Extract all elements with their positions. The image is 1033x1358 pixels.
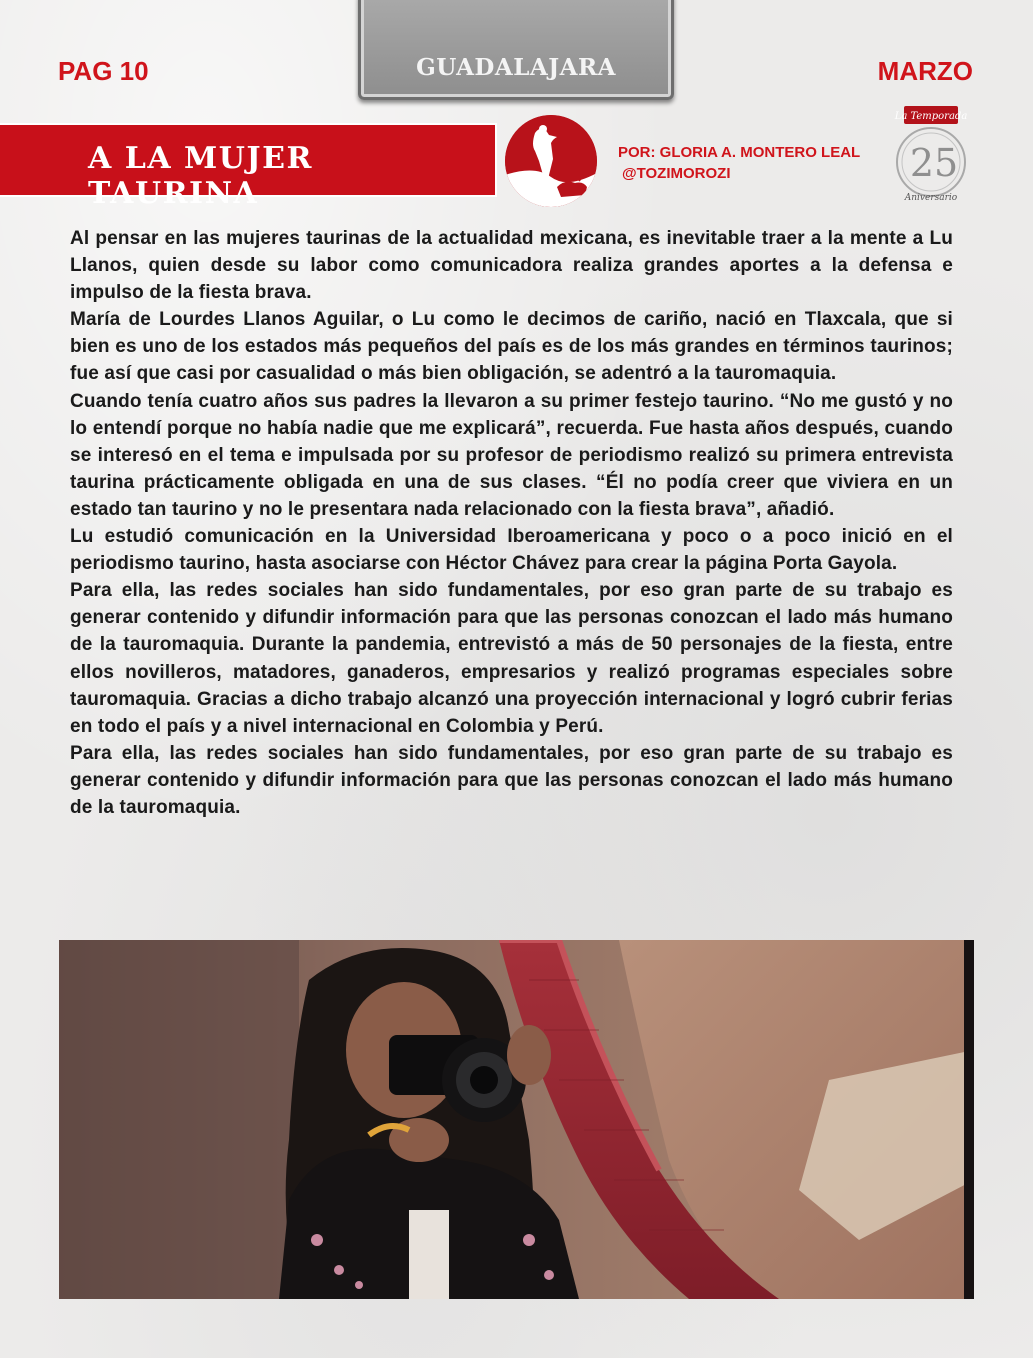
article-paragraph: María de Lourdes Llanos Aguilar, o Lu como le decimos de cariño, nació en Tlaxcala, que si bien es uno de los estados más pequeños del país es de los más grandes en términos taurinos; fue así que casi por casualidad o más bien obligación, se adentró a la tauromaquia. — [70, 309, 953, 385]
byline — [618, 142, 860, 184]
section-title: A LA MUJER TAURINA — [88, 141, 313, 211]
article-paragraph: Para ella, las redes sociales han sido fundamentales, por eso gran parte de su trabajo es generar contenido y difundir información para que las personas conozcan el lado más humano de la tauromaquia. Durante la pandemia, entrevistó a más de 50 personajes de la fiesta, entre ellos novilleros, matadores, ganaderos, empresarios y realizó programas especiales sobre tauromaquia. Gracias a dicho trabajo alcanzó una proyección internacional y logró cubrir ferias en todo el país y a nivel internacional en Colombia y Perú. — [70, 580, 953, 737]
article-paragraph: Lu estudió comunicación en la Universidad Iberoamericana y poco o a poco inició en el periodismo taurino, hasta asociarse con Héctor Chávez para crear la página Porta Gayola. — [70, 526, 953, 575]
bullfighter-emblem-icon — [505, 115, 597, 207]
article-paragraph: Al pensar en las mujeres taurinas de la actualidad mexicana, es inevitable traer a la mente a Lu Llanos, quien desde su labor como comunicadora realiza grandes aportes a la defensa e impulso de la fiesta brava. — [70, 228, 953, 304]
city-tab — [358, 0, 674, 100]
article-paragraph: Para ella, las redes sociales han sido fundamentales, por eso gran parte de su trabajo es generar contenido y difundir información para que las personas conozcan el lado más humano de la tauromaquia. — [70, 742, 953, 818]
city-label: GUADALAJARA — [416, 54, 616, 81]
page-number: PAG 10 — [58, 56, 149, 86]
photographer-photo — [59, 940, 974, 1299]
article-paragraph: Cuando tenía cuatro años sus padres la llevaron a su primer festejo taurino. “No me gustó y no lo entendí porque no había nadie que me explicará”, recuerda. Fue hasta años después, cuando se interesó en el tema e impulsada por su profesor de periodismo realizó su primera entrevista taurina prácticamente obligada en una de sus clases. “Él no podía creer que viviera en un estado tan taurino y no le presentara nada relacionado con la fiesta brava”, añadió. — [70, 390, 953, 520]
logo-number: 25 — [909, 141, 959, 185]
section-title-band — [0, 123, 497, 211]
anniversary-logo-icon — [890, 106, 972, 204]
author-handle: @TOZIMOROZI — [622, 165, 731, 182]
logo-caption: Aniversario — [904, 193, 958, 203]
logo-brand-text: La Temporada — [894, 111, 968, 122]
author-name: POR: GLORIA A. MONTERO LEAL — [618, 144, 861, 161]
month-label: MARZO — [877, 56, 973, 86]
article-body — [70, 225, 953, 821]
